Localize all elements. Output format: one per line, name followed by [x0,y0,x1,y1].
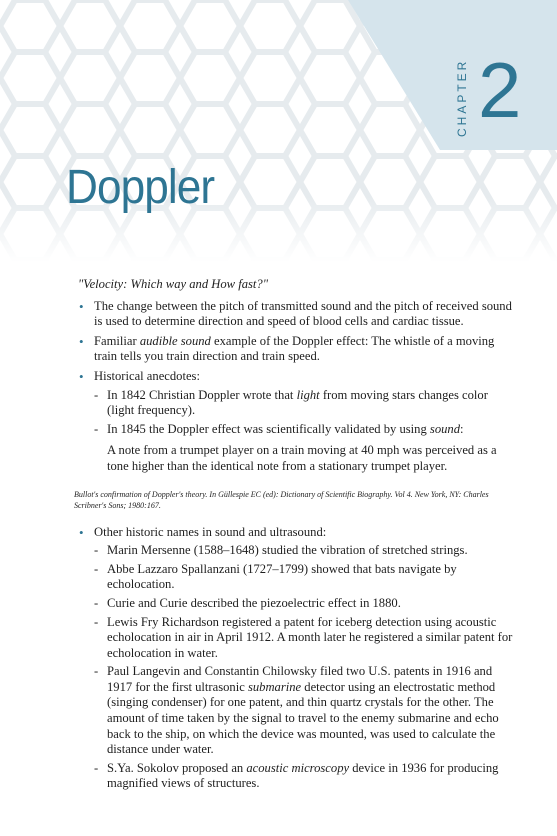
bullet-item: • Other historic names in sound and ultrasound: - Marin Mersenne (1588–1648) studied the vibration of stretched strings. - Abbe Lazzaro Spallanzani (1727–1799) showed that bats navigate by echolocation. - Curie and Curie described the piezoelectric effect in 1880. - Lewis Fry Richardson registered a patent for iceberg detection using acoustic echolocation in air in April 1912. A month later he registered a similar patent for echolocation in water. - Paul Langevin and Constantin Chilowsky filed two U.S. patents in 1916 and 1917 for the first ultrasonic submarine detector using an electrostatic method (singing condenser) for one patent, and thin quartz crystals for the other. The amount of time taken by the signal to travel to the enemy submarine and echo back to the ship, on which the device was mounted, was used to calculate the distance under water. - S.Ya. Sokolov proposed an acoustic microscopy device in 1936 for producing magnified views of structures. [78,525,518,793]
history-item: - Curie and Curie described the piezoelectric effect in 1880. [94,596,518,612]
history-item: - S.Ya. Sokolov proposed an acoustic microscopy device in 1936 for producing magnified views of structures. [94,761,518,792]
intro-bullet-list [78,299,518,475]
anecdote-item: - In 1845 the Doppler effect was scientifically validated by using sound: [94,422,518,438]
bullet-item: • Familiar audible sound example of the Doppler effect: The whistle of a moving train tells you train direction and train speed. [78,334,518,365]
anecdote-note: A note from a trumpet player on a train moving at 40 mph was perceived as a tone higher than the identical note from a stationary trumpet player. [107,443,497,473]
history-item: - Marin Mersenne (1588–1648) studied the vibration of stretched strings. [94,543,518,559]
history-bullet-list [78,525,518,793]
anecdote-item: - In 1842 Christian Doppler wrote that light from moving stars changes color (light frequency). [94,388,518,419]
chapter-body [74,277,518,796]
chapter-number: 2 [478,46,522,134]
history-item: - Lewis Fry Richardson registered a patent for iceberg detection using acoustic echolocation in air in April 1912. A month later he registered a similar patent for echolocation in water. [94,615,518,662]
chapter-title: Doppler [66,161,215,214]
anecdote-list [94,388,518,438]
bullet-item: • Historical anecdotes: - In 1842 Christian Doppler wrote that light from moving stars changes color (light frequency). - In 1845 the Doppler effect was scientifically validated by using sound: A note from a trumpet player on a train moving at 40 mph was perceived as a tone higher than the identical note from a stationary trumpet player. [78,369,518,475]
bullet-item: • The change between the pitch of transmitted sound and the pitch of received sound is used to determine direction and speed of blood cells and cardiac tissue. [78,299,518,330]
history-item: - Paul Langevin and Constantin Chilowsky filed two U.S. patents in 1916 and 1917 for the first ultrasonic submarine detector using an electrostatic method (singing condenser) for one patent, and thin quartz crystals for the other. The amount of time taken by the signal to travel to the enemy submarine and echo back to the ship, on which the device was mounted, was used to calculate the distance under water. [94,664,518,758]
chapter-panel [0,0,557,150]
history-item: - Abbe Lazzaro Spallanzani (1727–1799) showed that bats navigate by echolocation. [94,562,518,593]
citation: Bullot's confirmation of Doppler's theory. In Güllespie EC (ed): Dictionary of Scientific Biography. Vol 4. New York, NY: Charles Scribner's Sons; 1980:167. [74,489,489,510]
tagline: "Velocity: Which way and How fast?" [78,277,269,291]
history-list [94,543,518,792]
chapter-label: CHAPTER [455,58,469,138]
